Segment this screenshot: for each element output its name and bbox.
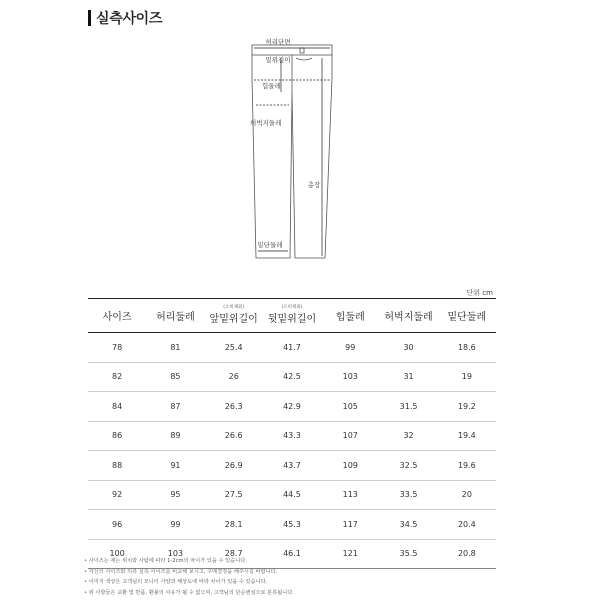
table-cell: 26.6 <box>205 421 263 451</box>
table-cell: 100 <box>88 539 146 569</box>
length-label: 총장 <box>307 181 321 189</box>
pants-measurement-diagram <box>0 0 600 280</box>
table-header-cell <box>146 299 204 333</box>
table-row <box>88 480 496 510</box>
thigh-label: 허벅지둘레 <box>250 119 282 127</box>
note-item: • 이미지 색상은 고객님의 모니터 사양과 해상도에 따라 차이가 있을 수 있습니다. <box>84 577 514 588</box>
table-cell: 19.2 <box>438 392 496 422</box>
table-cell: 45.3 <box>263 510 321 540</box>
table-cell: 88 <box>88 451 146 481</box>
table-cell: 32 <box>379 421 437 451</box>
pocket-shape <box>296 58 312 60</box>
table-cell: 28.7 <box>205 539 263 569</box>
table-cell: 87 <box>146 392 204 422</box>
table-cell: 20.8 <box>438 539 496 569</box>
table-row <box>88 451 496 481</box>
table-cell: 86 <box>88 421 146 451</box>
table-header-cell <box>321 299 379 333</box>
table-cell: 43.3 <box>263 421 321 451</box>
table-cell: 35.5 <box>379 539 437 569</box>
table-cell: 34.5 <box>379 510 437 540</box>
table-cell: 82 <box>88 362 146 392</box>
table-cell: 18.6 <box>438 333 496 363</box>
table-cell: 91 <box>146 451 204 481</box>
table-cell: 33.5 <box>379 480 437 510</box>
header-label: 허벅지둘레 <box>384 312 433 323</box>
table-cell: 109 <box>321 451 379 481</box>
table-header-cell <box>205 299 263 333</box>
table-header-cell <box>379 299 437 333</box>
table-cell: 95 <box>146 480 204 510</box>
header-label: 사이즈 <box>102 312 132 323</box>
table-cell: 42.5 <box>263 362 321 392</box>
hip-label: 힙둘레 <box>262 82 281 90</box>
table-cell: 44.5 <box>263 480 321 510</box>
table-body <box>88 333 496 569</box>
table-cell: 103 <box>146 539 204 569</box>
table-cell: 85 <box>146 362 204 392</box>
table-row <box>88 392 496 422</box>
table-cell: 27.5 <box>205 480 263 510</box>
note-item: • 사이즈는 재는 위치와 사람에 따라 1-2cm의 차이가 있을 수 있습니다. <box>84 556 514 567</box>
table-cell: 117 <box>321 510 379 540</box>
unit-note: 단위 cm <box>466 289 493 297</box>
table-cell: 26.3 <box>205 392 263 422</box>
header-label: 뒷밑위길이 <box>267 313 317 325</box>
table-header-cell <box>438 299 496 333</box>
table-cell: 113 <box>321 480 379 510</box>
header-label: 밑단둘레 <box>447 312 487 323</box>
table-cell: 84 <box>88 392 146 422</box>
table-cell: 121 <box>321 539 379 569</box>
table-cell: 46.1 <box>263 539 321 569</box>
table-cell: 28.1 <box>205 510 263 540</box>
table-cell: 107 <box>321 421 379 451</box>
table-cell: 30 <box>379 333 437 363</box>
table-cell: 26 <box>205 362 263 392</box>
table-cell: 19 <box>438 362 496 392</box>
note-item: • 위 사항들은 교환 및 반품, 환불의 사유가 될 수 없으며, 고객님의 단순변심으로 분류됩니다. <box>84 588 514 599</box>
rise-label: 밑위길이 <box>265 56 291 64</box>
size-table <box>88 298 496 569</box>
table-cell: 99 <box>146 510 204 540</box>
table-cell: 103 <box>321 362 379 392</box>
header-sub-label: (오비제외) <box>223 304 245 310</box>
table-cell: 96 <box>88 510 146 540</box>
hem-label: 밑단둘레 <box>257 241 283 249</box>
table-cell: 81 <box>146 333 204 363</box>
pants-outline-icon <box>252 45 332 258</box>
table-header-cell <box>88 299 146 333</box>
table-cell: 78 <box>88 333 146 363</box>
table-row <box>88 333 496 363</box>
table-header-row <box>88 299 496 333</box>
table-cell: 89 <box>146 421 204 451</box>
table-row <box>88 421 496 451</box>
header-label: 허리둘레 <box>156 312 195 323</box>
table-cell: 25.4 <box>205 333 263 363</box>
header-label: 앞밑위길이 <box>209 313 258 325</box>
waistband-shape <box>252 45 332 55</box>
table-cell: 26.9 <box>205 451 263 481</box>
table-cell: 31 <box>379 362 437 392</box>
waist-label: 허리단면 <box>265 38 291 46</box>
table-cell: 19.4 <box>438 421 496 451</box>
table-cell: 41.7 <box>263 333 321 363</box>
table-cell: 32.5 <box>379 451 437 481</box>
notes-list <box>84 556 514 598</box>
table-cell: 105 <box>321 392 379 422</box>
table-cell: 99 <box>321 333 379 363</box>
belt-loop-shape <box>300 48 304 53</box>
table-cell: 31.5 <box>379 392 437 422</box>
header-label: 힙둘레 <box>335 312 365 323</box>
table-row <box>88 510 496 540</box>
table-cell: 43.7 <box>263 451 321 481</box>
table-cell: 20 <box>438 480 496 510</box>
table-cell: 19.6 <box>438 451 496 481</box>
header-sub-label: (오비제외) <box>281 304 303 310</box>
note-item: • 자신의 사이즈와 의류 실측 사이즈를 비교해 보시고, 구매결정을 해주시길 바랍니다. <box>84 567 514 578</box>
page-title: 실측사이즈 <box>96 11 163 27</box>
table-row <box>88 362 496 392</box>
table-header-cell <box>263 299 321 333</box>
table-cell: 20.4 <box>438 510 496 540</box>
table-cell: 92 <box>88 480 146 510</box>
table-cell: 42.9 <box>263 392 321 422</box>
